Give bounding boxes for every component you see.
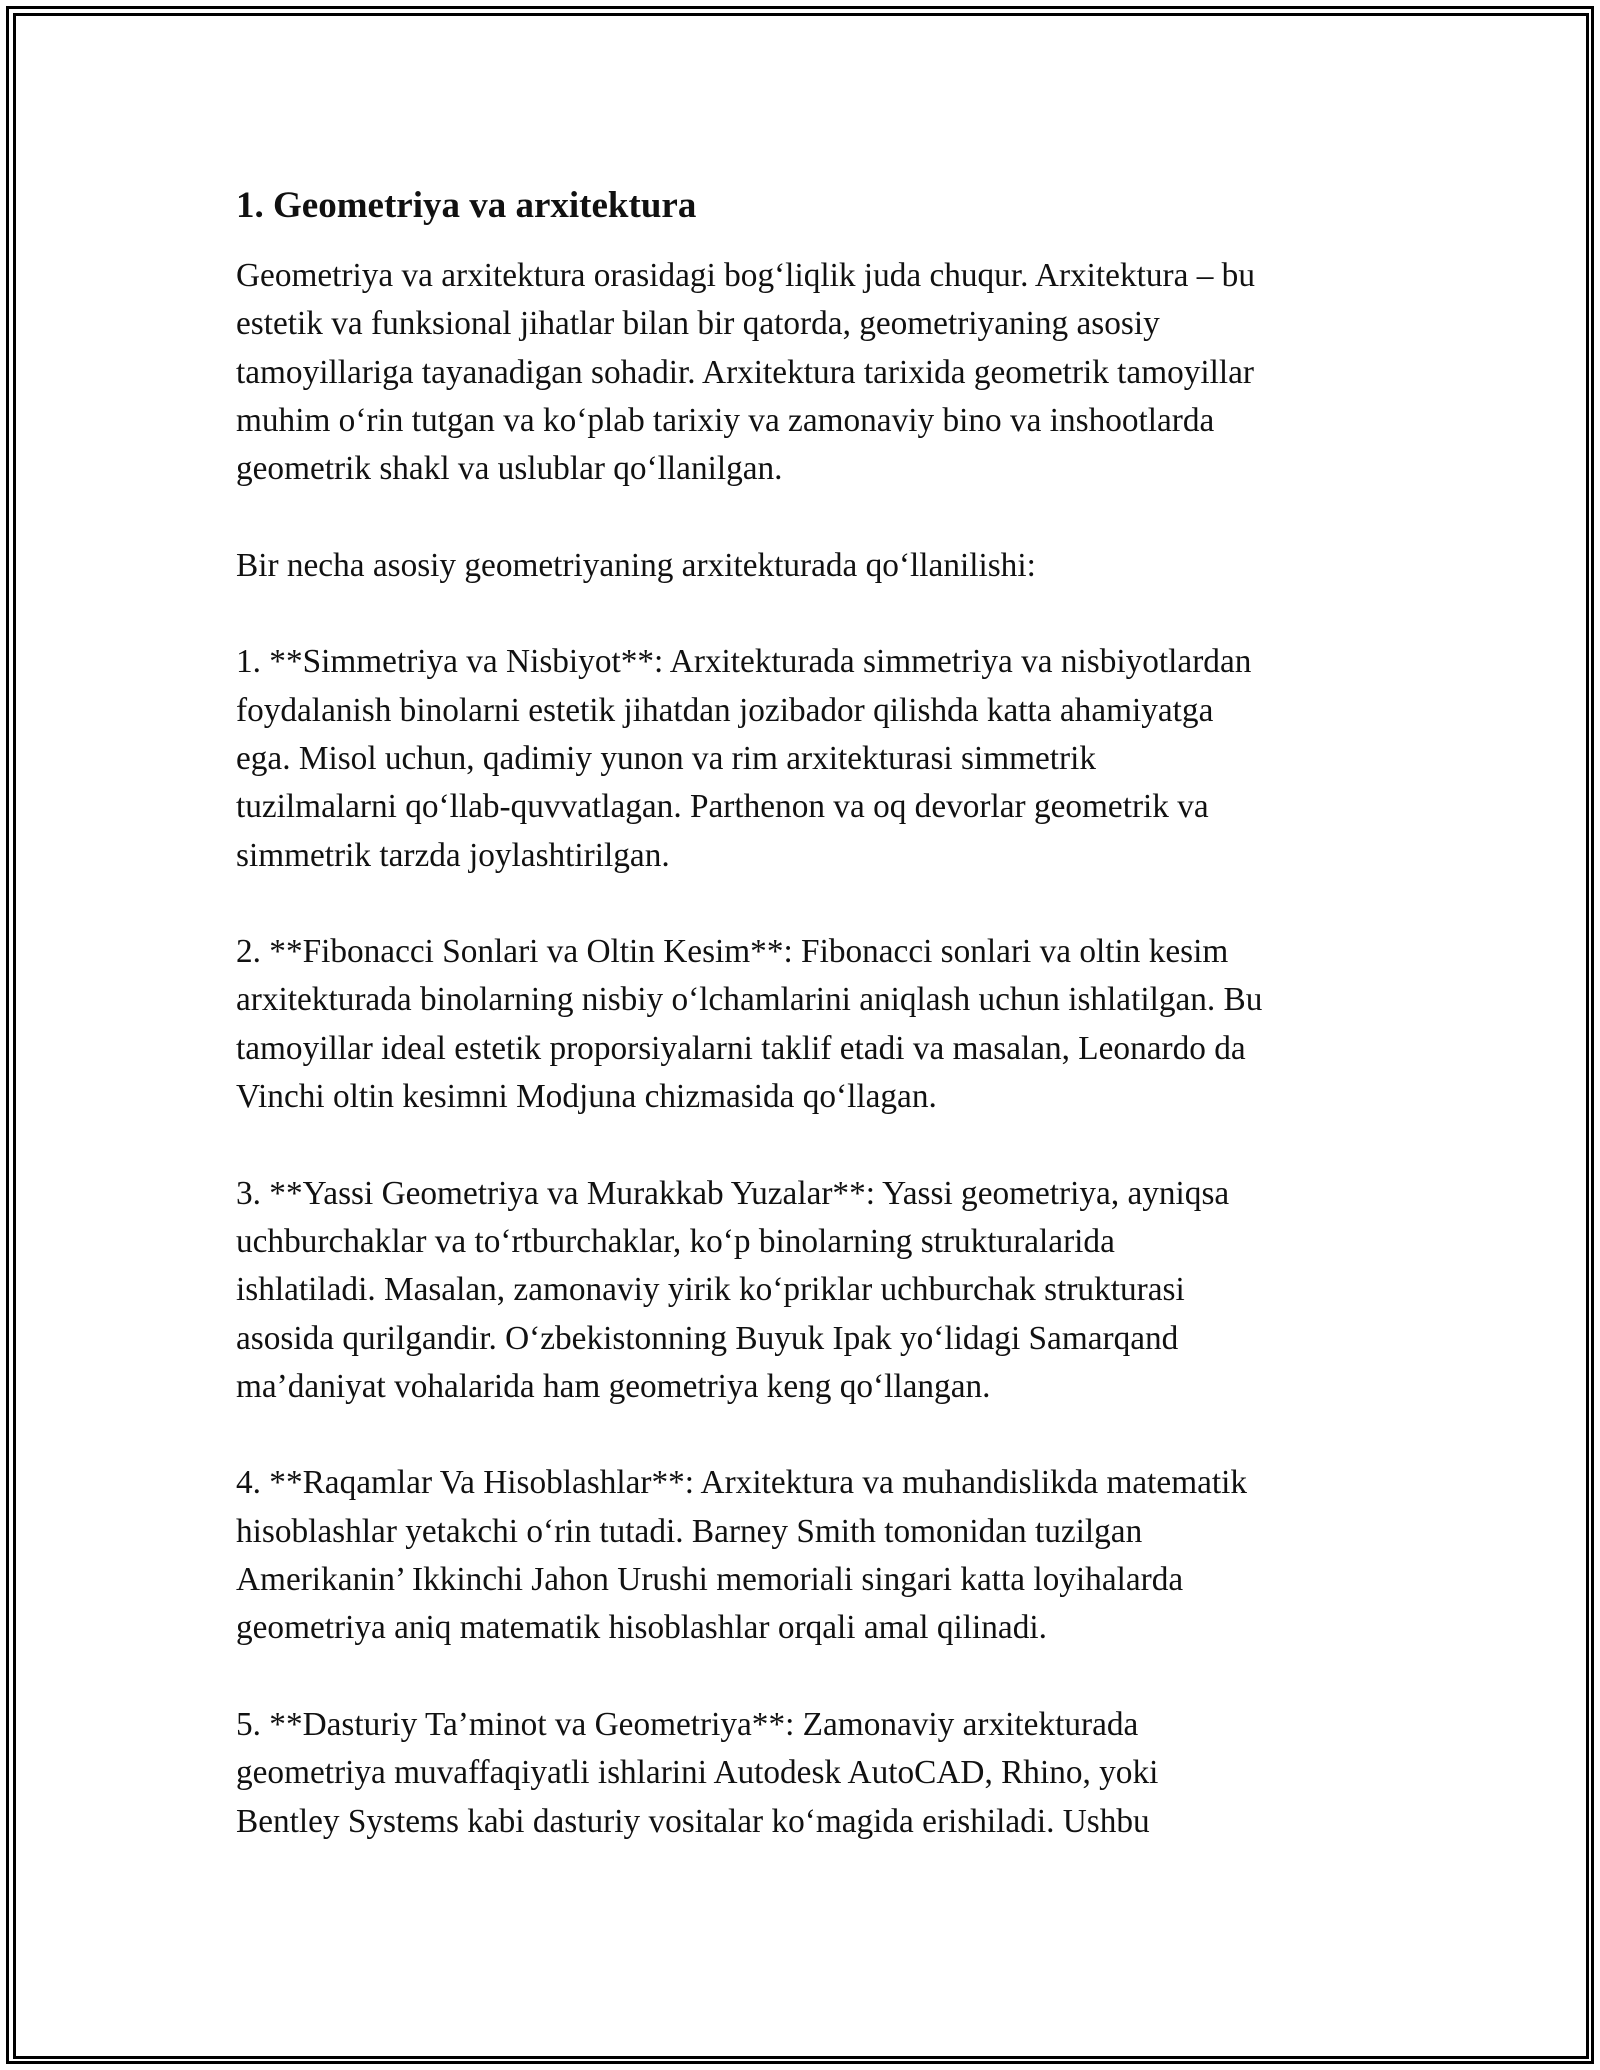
text-line: muhim o‘rin tutgan va ko‘plab tarixiy va zamonaviy bino va inshootlarda <box>236 401 1215 439</box>
text-line: Geometriya va arxitektura orasidagi bog‘liqlik juda chuqur. Arxitektura – bu <box>236 257 1255 294</box>
text-line: estetik va funksional jihatlar bilan bir qatorda, geometriyaning asosiy <box>236 305 1160 343</box>
section-heading: 1. Geometriya va arxitektura <box>236 185 697 226</box>
list-intro-paragraph <box>236 542 1376 590</box>
list-item-4 <box>236 1459 1376 1652</box>
text-line: Bir necha asosiy geometriyaning arxitekturada qo‘llanilishi: <box>236 546 1036 584</box>
text-line: 5. **Dasturiy Ta’minot va Geometriya**: Zamonaviy arxitekturada <box>236 1705 1139 1743</box>
text-line: tamoyillar ideal estetik proporsiyalarni taklif etadi va masalan, Leonardo da <box>236 1029 1246 1067</box>
text-line: Bentley Systems kabi dasturiy vositalar ko‘magida erishiladi. Ushbu <box>236 1802 1150 1840</box>
text-line: simmetrik tarzda joylashtirilgan. <box>236 836 670 874</box>
text-line: 4. **Raqamlar Va Hisoblashlar**: Arxitektura va muhandislikda matematik <box>236 1464 1248 1502</box>
text-line: geometriya muvaffaqiyatli ishlarini Autodesk AutoCAD, Rhino, yoki <box>236 1754 1159 1792</box>
text-line: 3. **Yassi Geometriya va Murakkab Yuzalar**: Yassi geometriya, ayniqsa <box>236 1174 1230 1212</box>
text-line: hisoblashlar yetakchi o‘rin tutadi. Barney Smith tomonidan tuzilgan <box>236 1512 1143 1550</box>
text-line: 2. **Fibonacci Sonlari va Oltin Kesim**: Fibonacci sonlari va oltin kesim <box>236 933 1229 971</box>
document-body <box>236 182 1376 1894</box>
text-line: arxitekturada binolarning nisbiy o‘lchamlarini aniqlash uchun ishlatilgan. Bu <box>236 981 1263 1019</box>
text-line: Vinchi oltin kesimni Modjuna chizmasida qo‘llagan. <box>236 1078 937 1116</box>
text-line: uchburchaklar va to‘rtburchaklar, ko‘p binolarning strukturalarida <box>236 1222 1115 1260</box>
list-item-1 <box>236 638 1376 879</box>
text-line: ma’daniyat vohalarida ham geometriya keng qo‘llangan. <box>236 1367 991 1405</box>
text-line: asosida qurilgandir. O‘zbekistonning Buyuk Ipak yo‘lidagi Samarqand <box>236 1319 1179 1357</box>
text-line: tuzilmalarni qo‘llab-quvvatlagan. Parthenon va oq devorlar geometrik va <box>236 788 1209 826</box>
text-line: 1. **Simmetriya va Nisbiyot**: Arxitekturada simmetriya va nisbiyotlardan <box>236 643 1252 681</box>
text-line: ishlatiladi. Masalan, zamonaviy yirik ko‘priklar uchburchak strukturasi <box>236 1271 1185 1309</box>
text-line: foydalanish binolarni estetik jihatdan jozibador qilishda katta ahamiyatga <box>236 691 1214 729</box>
text-line: tamoyillariga tayanadigan sohadir. Arxitektura tarixida geometrik tamoyillar <box>236 353 1255 391</box>
text-line: geometriya aniq matematik hisoblashlar orqali amal qilinadi. <box>236 1609 1047 1647</box>
text-line: Amerikanin’ Ikkinchi Jahon Urushi memoriali singari katta loyihalarda <box>236 1561 1184 1599</box>
list-item-2 <box>236 928 1376 1121</box>
text-line: geometrik shakl va uslublar qo‘llanilgan. <box>236 450 783 488</box>
intro-paragraph <box>236 252 1376 493</box>
list-item-5 <box>236 1701 1376 1846</box>
list-item-3 <box>236 1170 1376 1411</box>
text-line: ega. Misol uchun, qadimiy yunon va rim arxitekturasi simmetrik <box>236 739 1097 777</box>
